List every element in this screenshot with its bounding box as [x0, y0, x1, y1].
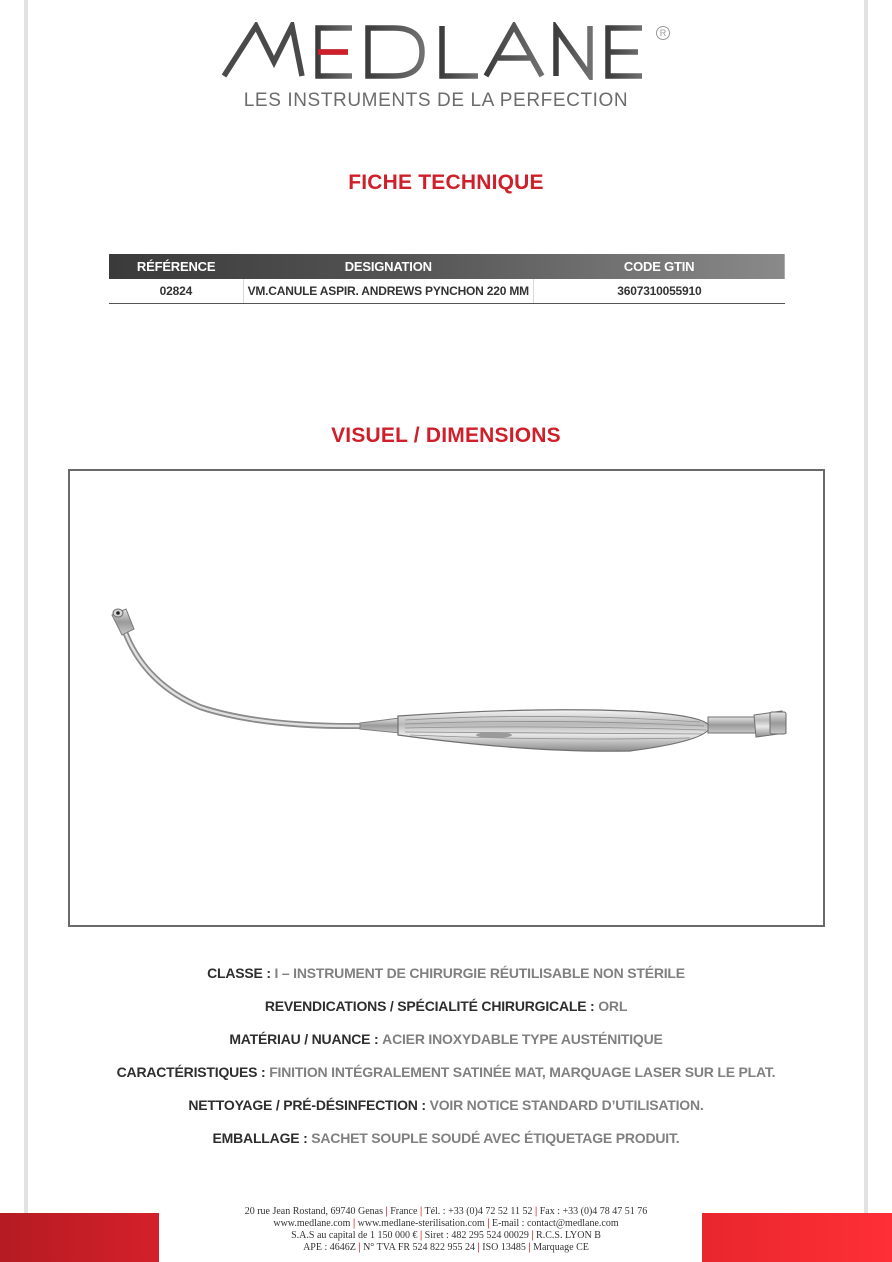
footer-line-legal [0, 1242, 892, 1254]
footer-separator: | [531, 1230, 534, 1241]
footer-marquage: Marquage CE [533, 1242, 589, 1253]
spec-label: CARACTÉRISTIQUES : [116, 1064, 266, 1080]
registered-mark: R [656, 26, 670, 40]
header-code-gtin: CODE GTIN [623, 259, 695, 274]
fiche-technique-title: FICHE TECHNIQUE [348, 171, 544, 194]
spec-value: FINITION INTÉGRALEMENT SATINÉE MAT, MARQUAGE LASER SUR LE PLAT. [269, 1064, 776, 1080]
footer-tva: N° TVA FR 524 822 955 24 [363, 1242, 476, 1253]
footer-line-address [0, 1206, 892, 1218]
footer-separator: | [487, 1218, 490, 1229]
spec-classe [0, 960, 892, 993]
spec-value: SACHET SOUPLE SOUDÉ AVEC ÉTIQUETAGE PRODUIT. [311, 1130, 680, 1146]
reference-table [109, 254, 785, 304]
footer-separator: | [419, 1206, 423, 1217]
spec-label: NETTOYAGE / PRÉ-DÉSINFECTION : [188, 1097, 426, 1113]
spec-label: REVENDICATIONS / SPÉCIALITÉ CHIRURGICALE : [264, 998, 595, 1014]
spec-label: MATÉRIAU / NUANCE : [229, 1031, 379, 1047]
visuel-dimensions-title: VISUEL / DIMENSIONS [331, 424, 561, 447]
footer-website-link[interactable]: www.medlane.com [273, 1218, 351, 1229]
footer-separator: | [535, 1206, 538, 1217]
spec-emballage [0, 1125, 892, 1158]
header-designation: DESIGNATION [344, 259, 432, 274]
footer-fax: Fax : +33 (0)4 78 47 51 76 [539, 1206, 648, 1217]
footer-rcs: R.C.S. LYON B [536, 1230, 601, 1241]
footer-phone: Tél. : +33 (0)4 72 52 11 52 [424, 1206, 533, 1217]
table-row [109, 279, 785, 304]
suction-cannula-illustration [70, 471, 823, 925]
header-reference: RÉFÉRENCE [136, 259, 216, 274]
footer-sterilisation-link[interactable]: www.medlane-sterilisation.com [357, 1218, 485, 1229]
spec-value: ACIER INOXYDABLE TYPE AUSTÉNITIQUE [382, 1031, 663, 1047]
spec-revendications [0, 993, 892, 1026]
footer-separator: | [358, 1242, 361, 1253]
footer-country: France [390, 1206, 418, 1217]
cell-designation: VM.CANULE ASPIR. ANDREWS PYNCHON 220 MM [243, 279, 533, 304]
spec-caracteristiques [0, 1059, 892, 1092]
spec-nettoyage [0, 1092, 892, 1125]
footer-line-web [0, 1218, 892, 1230]
spec-label: CLASSE : [207, 965, 271, 981]
spec-materiau [0, 1026, 892, 1059]
footer-separator: | [352, 1218, 356, 1229]
footer-separator: | [477, 1242, 480, 1253]
medlane-logo [218, 22, 678, 114]
footer-address-text: 20 rue Jean Rostand, 69740 Genas [244, 1206, 384, 1217]
footer-line-company [0, 1230, 892, 1242]
cell-reference: 02824 [109, 279, 243, 304]
specifications-list [0, 960, 892, 1158]
footer-iso: ISO 13485 [482, 1242, 526, 1253]
footer-capital: S.A.S au capital de 1 150 000 € [291, 1230, 418, 1241]
spec-value: VOIR NOTICE STANDARD D’UTILISATION. [429, 1097, 704, 1113]
cell-code-gtin: 3607310055910 [533, 279, 785, 304]
spec-value: ORL [598, 998, 628, 1014]
spec-value: I – INSTRUMENT DE CHIRURGIE RÉUTILISABLE NON STÉRILE [274, 965, 685, 981]
footer-email[interactable]: E-mail : contact@medlane.com [491, 1218, 619, 1229]
brand-tagline: LES INSTRUMENTS DE LA PERFECTION [243, 90, 629, 111]
visual-frame [68, 469, 825, 927]
reference-table-header [109, 254, 785, 279]
footer-separator: | [385, 1206, 388, 1217]
footer-address [0, 1206, 892, 1254]
medlane-wordmark [218, 22, 658, 80]
footer-ape: APE : 4646Z [303, 1242, 356, 1253]
footer-siret: Siret : 482 295 524 00029 [424, 1230, 529, 1241]
footer-separator: | [419, 1230, 423, 1241]
spec-label: EMBALLAGE : [212, 1130, 308, 1146]
footer-separator: | [528, 1242, 531, 1253]
